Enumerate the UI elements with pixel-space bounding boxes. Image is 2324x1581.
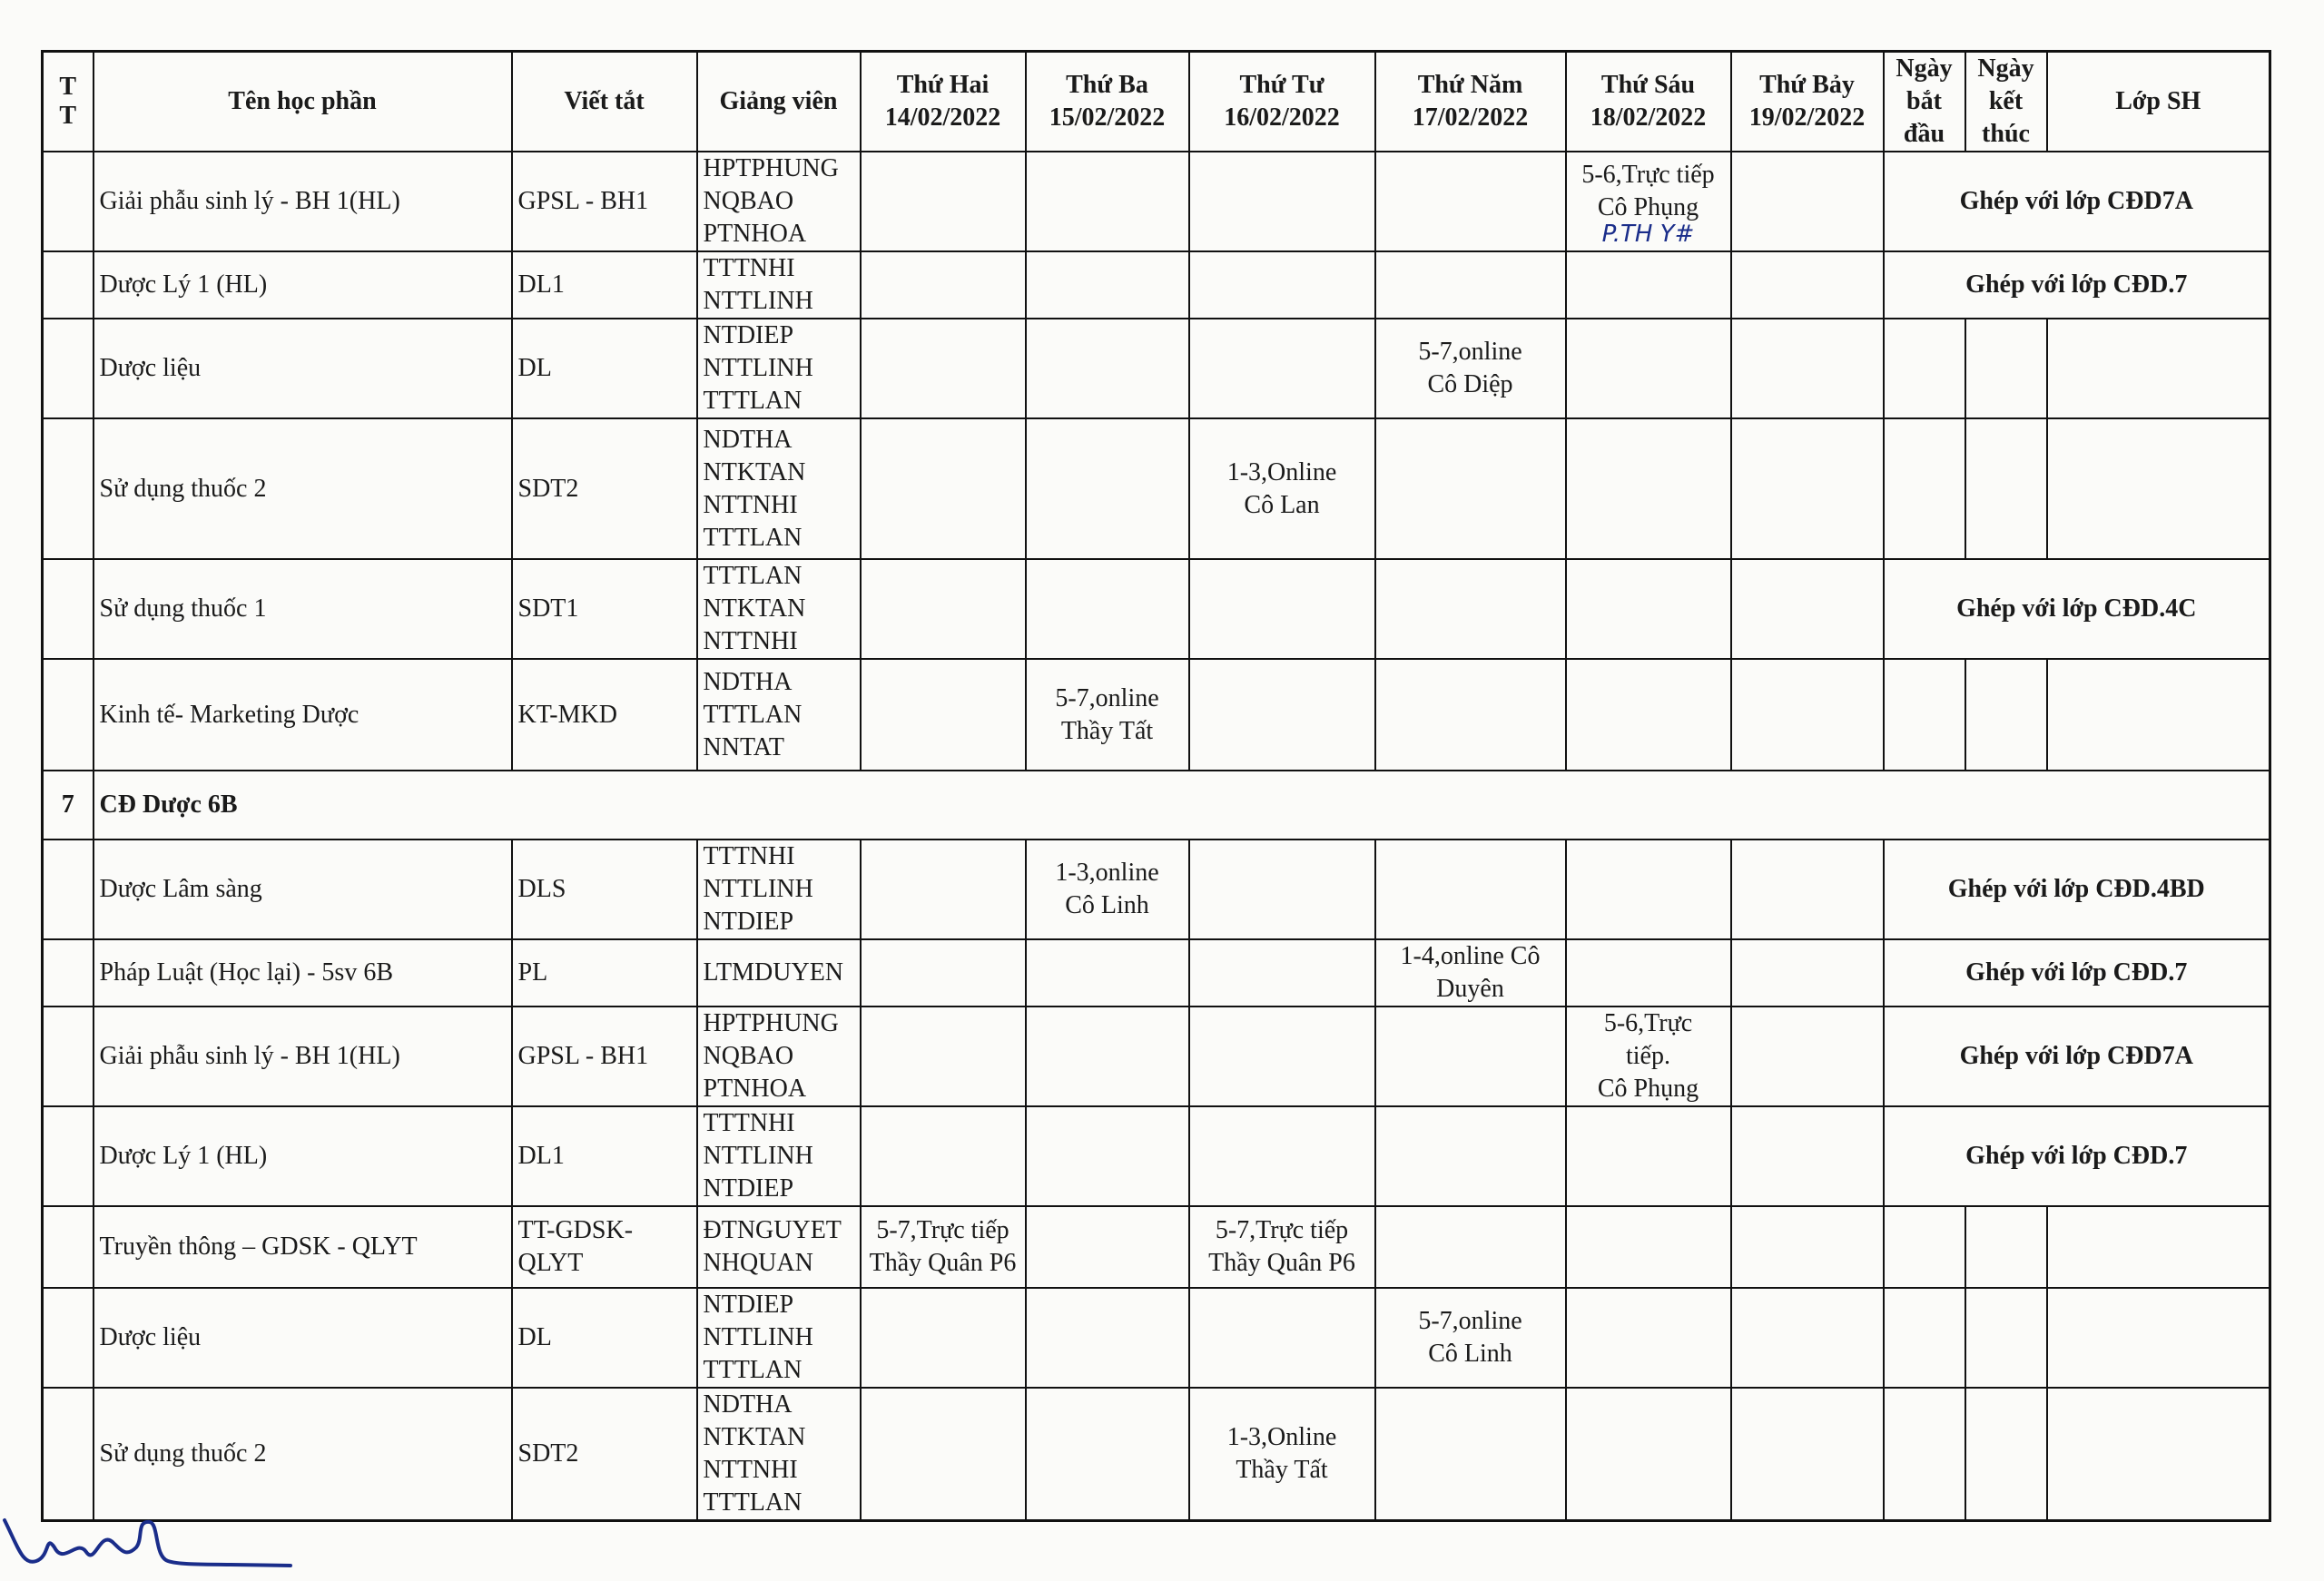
- group-a-rows: [43, 152, 2270, 771]
- header-abbr: Viết tắt: [512, 52, 697, 152]
- lecturer-code: TTTLAN: [703, 1488, 803, 1517]
- header-thu: Thứ Năm 17/02/2022: [1375, 52, 1566, 152]
- lecturer-code: NTTNHI: [703, 1456, 798, 1484]
- course-name: Dược Lý 1 (HL): [94, 251, 512, 319]
- row-number-cell: [43, 1106, 94, 1206]
- group-b-rows: [43, 840, 2270, 1521]
- session-line: 5-7,online: [1418, 1307, 1522, 1335]
- course-abbr: SDT2: [512, 418, 697, 559]
- lecturer-code: PTNHOA: [703, 1075, 807, 1103]
- course-abbr: KT-MKD: [512, 659, 697, 771]
- header-lecturer: Giảng viên: [697, 52, 861, 152]
- session-wed: [1189, 418, 1375, 559]
- row-number-cell: [43, 418, 94, 559]
- session-thu: [1375, 1206, 1566, 1288]
- class-note: [2047, 1388, 2270, 1521]
- session-fri: [1566, 939, 1731, 1007]
- start-date-cell: [1884, 1206, 1965, 1288]
- session-line: Cô Diệp: [1427, 370, 1513, 398]
- table-row: [43, 418, 2270, 559]
- session-sat: [1731, 1106, 1884, 1206]
- lecturer-code: NTDIEP: [703, 1174, 794, 1203]
- session-thu: [1375, 319, 1566, 418]
- header-course: Tên học phần: [94, 52, 512, 152]
- session-mon: [861, 1388, 1026, 1521]
- lecturer-code: HPTPHUNG: [703, 154, 839, 182]
- course-name: Giải phẫu sinh lý - BH 1(HL): [94, 1007, 512, 1106]
- session-line: 1-3,Online: [1226, 457, 1337, 486]
- course-abbr: TT-GDSK-QLYT: [512, 1206, 697, 1288]
- course-abbr: SDT1: [512, 559, 697, 659]
- table-row: [43, 1206, 2270, 1288]
- course-name: Kinh tế- Marketing Dược: [94, 659, 512, 771]
- session-wed: [1189, 152, 1375, 251]
- session-fri: [1566, 559, 1731, 659]
- lecturer-code: NTKTAN: [703, 457, 806, 486]
- session-line: Thầy Quân P6: [1208, 1249, 1355, 1277]
- session-line: 5-7,online: [1055, 683, 1159, 712]
- session-line: Cô Lan: [1244, 490, 1320, 519]
- table-row: [43, 1288, 2270, 1388]
- lecturer-code: NTKTAN: [703, 594, 806, 623]
- start-date-cell: [1884, 418, 1965, 559]
- header-fri: Thứ Sáu 18/02/2022: [1566, 52, 1731, 152]
- lecturer-code: ĐTNGUYET: [703, 1216, 842, 1244]
- lecturer-code: NDTHA: [703, 1390, 793, 1419]
- course-abbr: DL: [512, 319, 697, 418]
- course-abbr: GPSL - BH1: [512, 1007, 697, 1106]
- lecturer-code: TTTLAN: [703, 562, 803, 590]
- session-fri: [1566, 1388, 1731, 1521]
- course-name: Giải phẫu sinh lý - BH 1(HL): [94, 152, 512, 251]
- session-wed: [1189, 939, 1375, 1007]
- course-abbr: PL: [512, 939, 697, 1007]
- header-start: Ngày bắt đầu: [1884, 52, 1965, 152]
- end-date-cell: [1965, 418, 2047, 559]
- session-line: 1-3,online: [1055, 859, 1159, 887]
- session-thu: [1375, 418, 1566, 559]
- session-line: 5-6,Trực tiếp: [1581, 161, 1715, 189]
- session-mon: [861, 939, 1026, 1007]
- session-fri: [1566, 1106, 1731, 1206]
- class-note: [2047, 1206, 2270, 1288]
- end-date-cell: [1965, 1388, 2047, 1521]
- table-row: [43, 559, 2270, 659]
- session-mon: [861, 1206, 1026, 1288]
- session-tue: [1026, 152, 1189, 251]
- class-note: Ghép với lớp CĐD.4BD: [1884, 840, 2270, 939]
- end-date-cell: [1965, 659, 2047, 771]
- lecturer-code: NTTLINH: [703, 1142, 813, 1170]
- row-number-cell: [43, 840, 94, 939]
- session-mon: [861, 1007, 1026, 1106]
- session-wed: [1189, 1388, 1375, 1521]
- lecturer-list: [697, 152, 861, 251]
- lecturer-list: [697, 659, 861, 771]
- session-mon: [861, 152, 1026, 251]
- session-fri: [1566, 1007, 1731, 1106]
- session-sat: [1731, 1007, 1884, 1106]
- session-fri: [1566, 152, 1731, 251]
- session-thu: [1375, 840, 1566, 939]
- group-name: CĐ Dược 6B: [94, 771, 2270, 840]
- session-line: 5-7,Trực tiếp: [876, 1216, 1009, 1244]
- row-number-cell: [43, 559, 94, 659]
- session-fri: [1566, 418, 1731, 559]
- lecturer-list: [697, 939, 861, 1007]
- session-wed: [1189, 1206, 1375, 1288]
- session-fri: [1566, 251, 1731, 319]
- course-name: Dược liệu: [94, 1288, 512, 1388]
- lecturer-list: [697, 1388, 861, 1521]
- session-mon: [861, 418, 1026, 559]
- session-line: Cô Phụng: [1597, 1075, 1699, 1103]
- session-thu: [1375, 659, 1566, 771]
- header-mon: Thứ Hai 14/02/2022: [861, 52, 1026, 152]
- lecturer-list: [697, 319, 861, 418]
- class-note: Ghép với lớp CĐD.7: [1884, 1106, 2270, 1206]
- lecturer-code: TTTLAN: [703, 523, 803, 552]
- class-note: [2047, 659, 2270, 771]
- class-note: Ghép với lớp CĐD7A: [1884, 152, 2270, 251]
- table-header: [43, 52, 2270, 152]
- start-date-cell: [1884, 1388, 1965, 1521]
- row-number-cell: [43, 939, 94, 1007]
- lecturer-list: [697, 840, 861, 939]
- lecturer-code: NTDIEP: [703, 1291, 794, 1319]
- lecturer-code: NHQUAN: [703, 1249, 813, 1277]
- lecturer-code: TTTNHI: [703, 1109, 795, 1137]
- session-thu: [1375, 939, 1566, 1007]
- session-wed: [1189, 1007, 1375, 1106]
- session-sat: [1731, 1388, 1884, 1521]
- row-number-cell: [43, 1288, 94, 1388]
- course-abbr: DL1: [512, 1106, 697, 1206]
- session-wed: [1189, 1106, 1375, 1206]
- session-mon: [861, 1106, 1026, 1206]
- course-name: Dược liệu: [94, 319, 512, 418]
- handwritten-signature: [0, 1511, 300, 1575]
- session-tue: [1026, 418, 1189, 559]
- lecturer-code: NQBAO: [703, 187, 794, 215]
- row-number-cell: [43, 1388, 94, 1521]
- lecturer-list: [697, 559, 861, 659]
- lecturer-code: NTKTAN: [703, 1423, 806, 1451]
- session-mon: [861, 251, 1026, 319]
- start-date-cell: [1884, 319, 1965, 418]
- session-line: Duyên: [1436, 975, 1504, 1003]
- course-name: Dược Lý 1 (HL): [94, 1106, 512, 1206]
- session-thu: [1375, 559, 1566, 659]
- lecturer-code: NQBAO: [703, 1042, 794, 1070]
- session-thu: [1375, 1388, 1566, 1521]
- session-mon: [861, 659, 1026, 771]
- session-wed: [1189, 251, 1375, 319]
- lecturer-code: NTDIEP: [703, 321, 794, 349]
- header-tue: Thứ Ba 15/02/2022: [1026, 52, 1189, 152]
- session-line: Thầy Quân P6: [869, 1249, 1017, 1277]
- course-name: Pháp Luật (Học lại) - 5sv 6B: [94, 939, 512, 1007]
- session-sat: [1731, 418, 1884, 559]
- session-tue: [1026, 1388, 1189, 1521]
- table-row: [43, 1106, 2270, 1206]
- session-wed: [1189, 319, 1375, 418]
- session-tue: [1026, 840, 1189, 939]
- session-thu: [1375, 1007, 1566, 1106]
- class-note: Ghép với lớp CĐD.7: [1884, 939, 2270, 1007]
- course-name: Dược Lâm sàng: [94, 840, 512, 939]
- session-sat: [1731, 1288, 1884, 1388]
- table-row: [43, 840, 2270, 939]
- session-line: 5-6,Trực: [1603, 1009, 1693, 1037]
- lecturer-code: NTTLINH: [703, 1323, 813, 1351]
- lecturer-code: TTTNHI: [703, 842, 795, 870]
- lecturer-code: NTTLINH: [703, 875, 813, 903]
- header-end: Ngày kết thúc: [1965, 52, 2047, 152]
- lecturer-code: PTNHOA: [703, 220, 807, 248]
- row-number-cell: [43, 152, 94, 251]
- class-note: Ghép với lớp CĐD.7: [1884, 251, 2270, 319]
- session-line: 1-3,Online: [1226, 1423, 1337, 1451]
- end-date-cell: [1965, 1288, 2047, 1388]
- course-name: Sử dụng thuốc 2: [94, 1388, 512, 1521]
- session-sat: [1731, 319, 1884, 418]
- row-number-cell: [43, 1206, 94, 1288]
- session-line: Thầy Tất: [1236, 1456, 1328, 1484]
- lecturer-code: NDTHA: [703, 667, 793, 696]
- header-class: Lớp SH: [2047, 52, 2270, 152]
- session-sat: [1731, 152, 1884, 251]
- lecturer-code: NTTLINH: [703, 354, 813, 382]
- row-number-cell: [43, 251, 94, 319]
- session-line: 5-7,online: [1418, 338, 1522, 366]
- lecturer-code: LTMDUYEN: [703, 958, 844, 987]
- course-abbr: GPSL - BH1: [512, 152, 697, 251]
- session-sat: [1731, 559, 1884, 659]
- session-thu: [1375, 1288, 1566, 1388]
- header-wed: Thứ Tư 16/02/2022: [1189, 52, 1375, 152]
- session-tue: [1026, 1007, 1189, 1106]
- session-fri: [1566, 1288, 1731, 1388]
- lecturer-code: HPTPHUNG: [703, 1009, 839, 1037]
- course-abbr: SDT2: [512, 1388, 697, 1521]
- session-tue: [1026, 559, 1189, 659]
- lecturer-code: NDTHA: [703, 425, 793, 454]
- course-abbr: DL: [512, 1288, 697, 1388]
- session-tue: [1026, 251, 1189, 319]
- session-sat: [1731, 1206, 1884, 1288]
- session-thu: [1375, 1106, 1566, 1206]
- session-tue: [1026, 659, 1189, 771]
- table-row: [43, 939, 2270, 1007]
- lecturer-code: TTTLAN: [703, 1356, 803, 1384]
- end-date-cell: [1965, 319, 2047, 418]
- table-row: [43, 152, 2270, 251]
- row-number-cell: [43, 659, 94, 771]
- header-tt: T T: [43, 52, 94, 152]
- session-line: 5-7,Trực tiếp: [1215, 1216, 1349, 1244]
- row-number-cell: [43, 319, 94, 418]
- weekly-schedule-table: [41, 50, 2271, 1522]
- lecturer-code: TTTNHI: [703, 254, 795, 282]
- course-name: Sử dụng thuốc 1: [94, 559, 512, 659]
- group-row: [43, 771, 2270, 840]
- session-line: Cô Linh: [1065, 891, 1149, 919]
- session-tue: [1026, 319, 1189, 418]
- lecturer-code: TTTLAN: [703, 387, 803, 415]
- session-line: tiếp.: [1626, 1042, 1670, 1070]
- session-mon: [861, 319, 1026, 418]
- session-thu: [1375, 251, 1566, 319]
- lecturer-code: NTTNHI: [703, 490, 798, 519]
- table-row: [43, 319, 2270, 418]
- lecturer-list: [697, 1007, 861, 1106]
- session-sat: [1731, 939, 1884, 1007]
- start-date-cell: [1884, 659, 1965, 771]
- session-wed: [1189, 1288, 1375, 1388]
- handwritten-room-note: P.TH Y#: [1601, 221, 1695, 248]
- class-note: Ghép với lớp CĐD.4C: [1884, 559, 2270, 659]
- row-number-cell: [43, 1007, 94, 1106]
- session-mon: [861, 840, 1026, 939]
- session-thu: [1375, 152, 1566, 251]
- course-name: Sử dụng thuốc 2: [94, 418, 512, 559]
- table-row: [43, 1388, 2270, 1521]
- session-fri: [1566, 1206, 1731, 1288]
- session-line: Thầy Tất: [1060, 716, 1154, 745]
- lecturer-list: [697, 251, 861, 319]
- table-row: [43, 659, 2270, 771]
- course-abbr: DLS: [512, 840, 697, 939]
- session-sat: [1731, 659, 1884, 771]
- table-row: [43, 251, 2270, 319]
- session-tue: [1026, 1106, 1189, 1206]
- course-abbr: DL1: [512, 251, 697, 319]
- lecturer-list: [697, 1288, 861, 1388]
- header-sat: Thứ Bảy 19/02/2022: [1731, 52, 1884, 152]
- session-line: Cô Phụng: [1597, 193, 1699, 221]
- lecturer-code: NTTLINH: [703, 287, 813, 315]
- session-fri: [1566, 659, 1731, 771]
- session-wed: [1189, 840, 1375, 939]
- session-tue: [1026, 939, 1189, 1007]
- class-note: [2047, 418, 2270, 559]
- session-mon: [861, 1288, 1026, 1388]
- session-line: 1-4,online Cô: [1400, 942, 1541, 970]
- lecturer-code: NTDIEP: [703, 908, 794, 936]
- session-mon: [861, 559, 1026, 659]
- group-number: 7: [43, 771, 94, 840]
- start-date-cell: [1884, 1288, 1965, 1388]
- lecturer-code: NNTAT: [703, 732, 785, 761]
- session-tue: [1026, 1206, 1189, 1288]
- lecturer-code: NTTNHI: [703, 627, 798, 655]
- lecturer-list: [697, 1206, 861, 1288]
- lecturer-code: TTTLAN: [703, 700, 803, 729]
- class-note: [2047, 1288, 2270, 1388]
- end-date-cell: [1965, 1206, 2047, 1288]
- lecturer-list: [697, 418, 861, 559]
- class-note: [2047, 319, 2270, 418]
- session-sat: [1731, 251, 1884, 319]
- session-fri: [1566, 840, 1731, 939]
- table-row: [43, 1007, 2270, 1106]
- class-note: Ghép với lớp CĐD7A: [1884, 1007, 2270, 1106]
- lecturer-list: [697, 1106, 861, 1206]
- session-wed: [1189, 559, 1375, 659]
- session-wed: [1189, 659, 1375, 771]
- session-sat: [1731, 840, 1884, 939]
- session-tue: [1026, 1288, 1189, 1388]
- session-line: Cô Linh: [1428, 1340, 1512, 1368]
- course-name: Truyền thông – GDSK - QLYT: [94, 1206, 512, 1288]
- session-fri: [1566, 319, 1731, 418]
